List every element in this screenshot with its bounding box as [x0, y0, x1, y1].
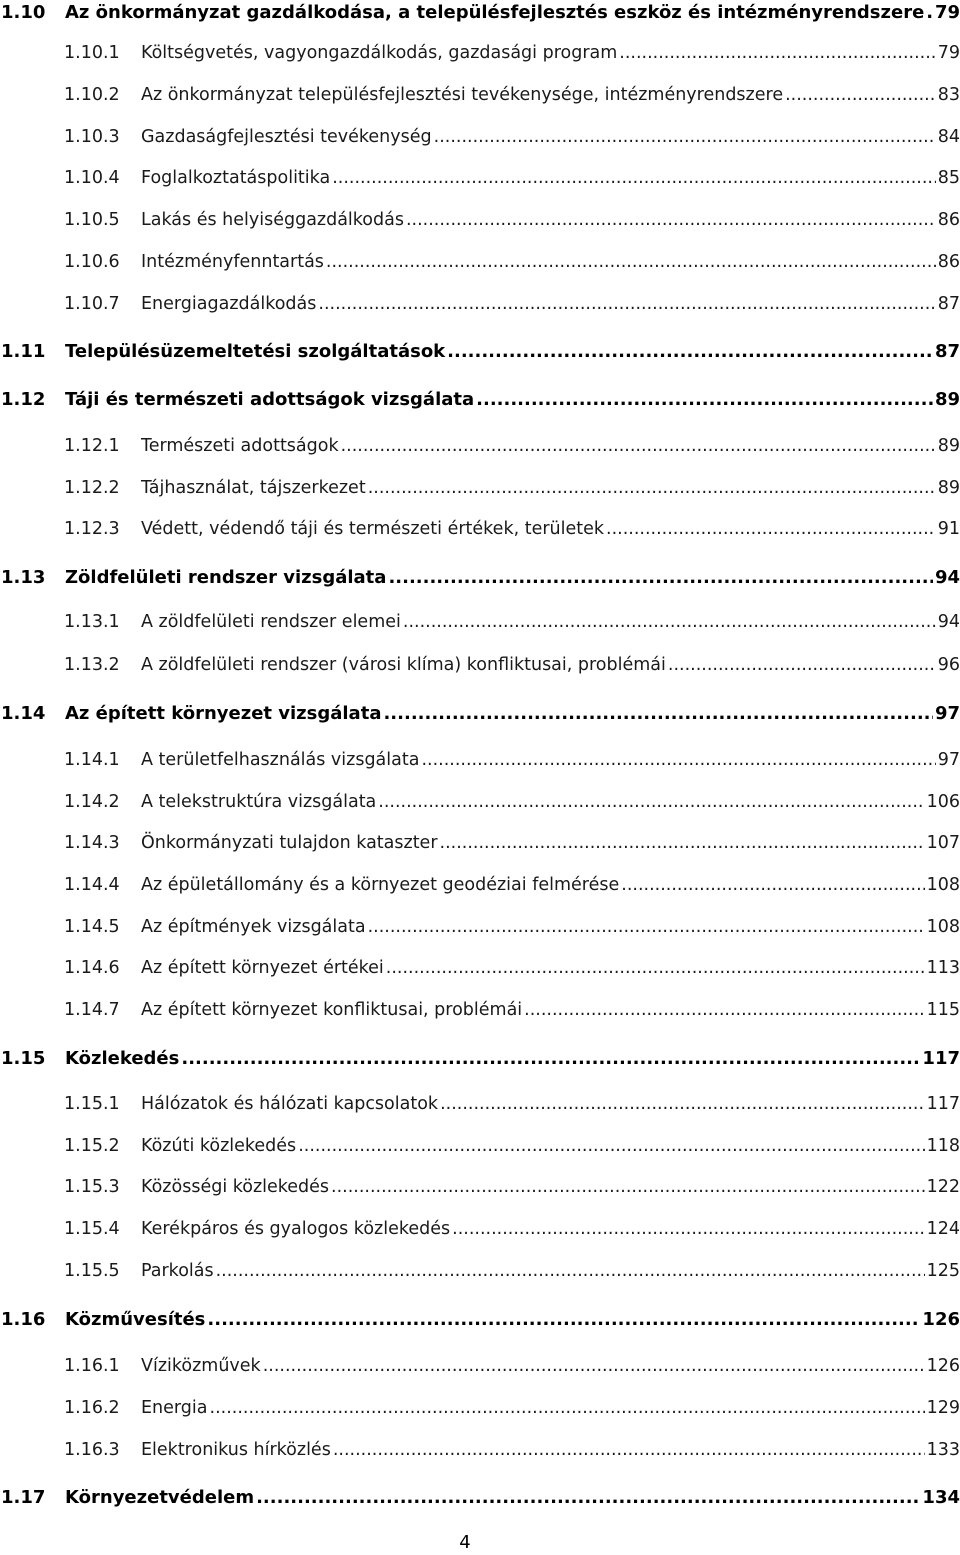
toc-entry-title: Energiagazdálkodás	[141, 294, 317, 314]
dot-leader	[476, 389, 933, 410]
toc-entry-number: 1.10.5	[64, 210, 120, 230]
toc-subsection-entry[interactable]	[0, 1398, 960, 1428]
toc-entry-page: 79	[934, 2, 960, 23]
toc-subsection-entry[interactable]	[0, 436, 960, 466]
toc-entry-page: 83	[937, 85, 960, 105]
toc-entry-page: 89	[937, 436, 960, 456]
dot-leader	[785, 85, 936, 105]
toc-subsection-entry[interactable]	[0, 210, 960, 240]
toc-entry-number: 1.12.3	[64, 519, 120, 539]
dot-leader	[263, 1356, 925, 1376]
toc-entry-title: Víziközművek	[141, 1356, 261, 1376]
toc-subsection-entry[interactable]	[0, 1356, 960, 1386]
toc-entry-title: Közösségi közlekedés	[141, 1177, 330, 1197]
toc-entry-number: 1.15.1	[64, 1094, 120, 1114]
dot-leader	[447, 341, 933, 362]
toc-entry-title: A területfelhasználás vizsgálata	[141, 750, 420, 770]
dot-leader	[333, 1440, 925, 1460]
toc-entry-title: Költségvetés, vagyongazdálkodás, gazdasági program	[141, 43, 618, 63]
toc-entry-number: 1.14	[1, 703, 46, 724]
toc-entry-title: A zöldfelületi rendszer (városi klíma) konfliktusai, problémái	[141, 655, 666, 675]
toc-entry-title: Lakás és helyiséggazdálkodás	[141, 210, 404, 230]
toc-entry-number: 1.12.1	[64, 436, 120, 456]
toc-entry-title: Az épített környezet konfliktusai, problémái	[141, 1000, 523, 1020]
toc-entry-page: 91	[937, 519, 960, 539]
dot-leader	[256, 1487, 920, 1508]
toc-entry-number: 1.12	[1, 389, 46, 410]
toc-subsection-entry[interactable]	[0, 1094, 960, 1124]
toc-subsection-entry[interactable]	[0, 1136, 960, 1166]
toc-section-entry[interactable]	[0, 341, 960, 371]
toc-entry-page: 108	[926, 917, 960, 937]
dot-leader	[318, 294, 935, 314]
toc-subsection-entry[interactable]	[0, 1261, 960, 1291]
toc-entry-title: Az önkormányzat gazdálkodása, a településfejlesztés eszköz és intézményrendszere	[65, 2, 925, 23]
toc-entry-title: Intézményfenntartás	[141, 252, 324, 272]
toc-section-entry[interactable]	[0, 1309, 960, 1339]
dot-leader	[383, 703, 932, 724]
dot-leader	[216, 1261, 925, 1281]
dot-leader	[368, 478, 936, 498]
toc-subsection-entry[interactable]	[0, 875, 960, 905]
toc-subsection-entry[interactable]	[0, 655, 960, 685]
toc-entry-page: 86	[937, 210, 960, 230]
toc-entry-page: 108	[926, 875, 960, 895]
toc-entry-page: 126	[926, 1356, 960, 1376]
toc-entry-title: Gazdaságfejlesztési tevékenység	[141, 127, 432, 147]
toc-entry-page: 94	[934, 567, 960, 588]
dot-leader	[210, 1398, 925, 1418]
toc-entry-number: 1.10.2	[64, 85, 120, 105]
dot-leader	[368, 917, 925, 937]
toc-entry-number: 1.10	[1, 2, 46, 23]
page-number: 4	[459, 1532, 471, 1553]
toc-subsection-entry[interactable]	[0, 168, 960, 198]
toc-entry-page: 134	[922, 1487, 960, 1508]
toc-entry-title: Hálózatok és hálózati kapcsolatok	[141, 1094, 439, 1114]
toc-subsection-entry[interactable]	[0, 1000, 960, 1030]
toc-entry-page: 94	[937, 612, 960, 632]
toc-entry-title: Településüzemeltetési szolgáltatások	[65, 341, 446, 362]
toc-entry-page: 126	[922, 1309, 960, 1330]
toc-entry-title: Az épületállomány és a környezet geodéziai felmérése	[141, 875, 620, 895]
dot-leader	[331, 1177, 925, 1197]
toc-entry-title: Az építmények vizsgálata	[141, 917, 366, 937]
toc-subsection-entry[interactable]	[0, 750, 960, 780]
toc-section-entry[interactable]	[0, 703, 960, 733]
toc-entry-number: 1.14.7	[64, 1000, 120, 1020]
dot-leader	[524, 1000, 924, 1020]
toc-entry-number: 1.15.5	[64, 1261, 120, 1281]
toc-entry-number: 1.10.3	[64, 127, 120, 147]
dot-leader	[378, 792, 924, 812]
toc-entry-number: 1.15.2	[64, 1136, 120, 1156]
toc-entry-number: 1.16.3	[64, 1440, 120, 1460]
toc-entry-page: 86	[937, 252, 960, 272]
toc-entry-title: Zöldfelületi rendszer vizsgálata	[65, 567, 387, 588]
dot-leader	[440, 1094, 925, 1114]
dot-leader	[406, 210, 936, 230]
toc-entry-title: Parkolás	[141, 1261, 214, 1281]
toc-entry-page: 125	[926, 1261, 960, 1281]
toc-subsection-entry[interactable]	[0, 1440, 960, 1470]
toc-subsection-entry[interactable]	[0, 612, 960, 642]
toc-entry-number: 1.15.4	[64, 1219, 120, 1239]
toc-entry-page: 115	[926, 1000, 960, 1020]
toc-entry-number: 1.10.7	[64, 294, 120, 314]
toc-entry-page: 85	[937, 168, 960, 188]
toc-entry-number: 1.14.5	[64, 917, 120, 937]
toc-entry-number: 1.16.2	[64, 1398, 120, 1418]
toc-subsection-entry[interactable]	[0, 85, 960, 115]
toc-entry-page: 89	[937, 478, 960, 498]
toc-entry-title: Az önkormányzat településfejlesztési tevékenysége, intézményrendszere	[141, 85, 784, 105]
toc-entry-page: 117	[926, 1094, 960, 1114]
dot-leader	[668, 655, 936, 675]
toc-entry-number: 1.17	[1, 1487, 46, 1508]
toc-entry-page: 106	[926, 792, 960, 812]
toc-subsection-entry[interactable]	[0, 519, 960, 549]
toc-subsection-entry[interactable]	[0, 792, 960, 822]
dot-leader	[341, 436, 936, 456]
toc-entry-title: A zöldfelületi rendszer elemei	[141, 612, 401, 632]
toc-entry-page: 84	[937, 127, 960, 147]
toc-entry-number: 1.14.1	[64, 750, 120, 770]
toc-entry-title: Az épített környezet vizsgálata	[65, 703, 382, 724]
toc-entry-page: 96	[937, 655, 960, 675]
toc-entry-title: Táji és természeti adottságok vizsgálata	[65, 389, 475, 410]
dot-leader	[298, 1136, 924, 1156]
toc-entry-number: 1.10.6	[64, 252, 120, 272]
toc-subsection-entry[interactable]	[0, 833, 960, 863]
toc-entry-page: 118	[926, 1136, 960, 1156]
dot-leader	[926, 2, 933, 23]
toc-entry-number: 1.13.1	[64, 612, 120, 632]
toc-subsection-entry[interactable]	[0, 1219, 960, 1249]
toc-entry-page: 87	[934, 341, 960, 362]
toc-entry-number: 1.11	[1, 341, 46, 362]
dot-leader	[207, 1309, 920, 1330]
dot-leader	[452, 1219, 924, 1239]
toc-subsection-entry[interactable]	[0, 252, 960, 282]
toc-entry-page: 113	[926, 958, 960, 978]
toc-entry-title: Közlekedés	[65, 1048, 180, 1069]
toc-section-entry[interactable]	[0, 567, 960, 597]
toc-entry-title: Közművesítés	[65, 1309, 206, 1330]
dot-leader	[621, 875, 924, 895]
toc-subsection-entry[interactable]	[0, 127, 960, 157]
toc-entry-title: A telekstruktúra vizsgálata	[141, 792, 377, 812]
dot-leader	[440, 833, 925, 853]
toc-entry-page: 117	[922, 1048, 960, 1069]
dot-leader	[434, 127, 936, 147]
toc-entry-page: 133	[926, 1440, 960, 1460]
toc-subsection-entry[interactable]	[0, 294, 960, 324]
toc-entry-title: Védett, védendő táji és természeti értékek, területek	[141, 519, 605, 539]
toc-entry-number: 1.16	[1, 1309, 46, 1330]
toc-entry-number: 1.14.2	[64, 792, 120, 812]
toc-entry-title: Az épített környezet értékei	[141, 958, 384, 978]
toc-entry-page: 97	[937, 750, 960, 770]
toc-subsection-entry[interactable]	[0, 43, 960, 73]
toc-entry-page: 89	[934, 389, 960, 410]
toc-entry-title: Tájhasználat, tájszerkezet	[141, 478, 366, 498]
toc-entry-number: 1.10.1	[64, 43, 120, 63]
toc-entry-page: 129	[926, 1398, 960, 1418]
toc-entry-title: Energia	[141, 1398, 208, 1418]
toc-section-entry[interactable]	[0, 389, 960, 419]
toc-entry-number: 1.14.3	[64, 833, 120, 853]
toc-entry-title: Önkormányzati tulajdon kataszter	[141, 833, 438, 853]
toc-entry-page: 97	[934, 703, 960, 724]
toc-entry-number: 1.13.2	[64, 655, 120, 675]
dot-leader	[181, 1048, 920, 1069]
toc-subsection-entry[interactable]	[0, 1177, 960, 1207]
toc-entry-number: 1.15.3	[64, 1177, 120, 1197]
toc-entry-page: 79	[937, 43, 960, 63]
toc-entry-title: Elektronikus hírközlés	[141, 1440, 331, 1460]
toc-entry-title: Természeti adottságok	[141, 436, 339, 456]
toc-section-entry[interactable]	[0, 1487, 960, 1517]
toc-entry-page: 124	[926, 1219, 960, 1239]
toc-entry-page: 107	[926, 833, 960, 853]
toc-entry-number: 1.13	[1, 567, 46, 588]
dot-leader	[326, 252, 936, 272]
toc-subsection-entry[interactable]	[0, 478, 960, 508]
toc-entry-title: Környezetvédelem	[65, 1487, 255, 1508]
dot-leader	[421, 750, 935, 770]
toc-entry-title: Foglalkoztatáspolitika	[141, 168, 331, 188]
dot-leader	[619, 43, 935, 63]
dot-leader	[386, 958, 925, 978]
toc-entry-title: Kerékpáros és gyalogos közlekedés	[141, 1219, 451, 1239]
toc-entry-page: 122	[926, 1177, 960, 1197]
toc-entry-number: 1.15	[1, 1048, 46, 1069]
toc-entry-number: 1.10.4	[64, 168, 120, 188]
toc-entry-number: 1.16.1	[64, 1356, 120, 1376]
toc-entry-number: 1.14.4	[64, 875, 120, 895]
toc-entry-number: 1.12.2	[64, 478, 120, 498]
dot-leader	[388, 567, 933, 588]
toc-subsection-entry[interactable]	[0, 958, 960, 988]
dot-leader	[403, 612, 936, 632]
toc-section-entry[interactable]	[0, 2, 960, 32]
toc-section-entry[interactable]	[0, 1048, 960, 1078]
toc-subsection-entry[interactable]	[0, 917, 960, 947]
dot-leader	[606, 519, 936, 539]
toc-entry-page: 87	[937, 294, 960, 314]
toc-entry-title: Közúti közlekedés	[141, 1136, 297, 1156]
dot-leader	[332, 168, 936, 188]
toc-entry-number: 1.14.6	[64, 958, 120, 978]
